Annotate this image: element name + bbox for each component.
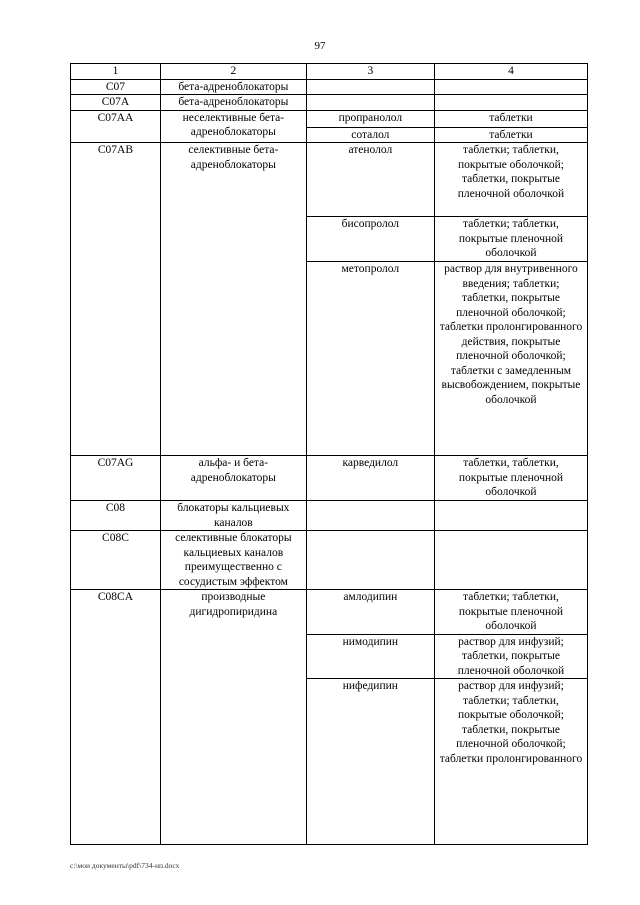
drug-name-cell: соталол — [306, 127, 434, 143]
table-row — [71, 143, 588, 217]
table-row — [71, 531, 588, 590]
page-number: 97 — [314, 40, 326, 52]
dosage-form-cell: таблетки; таблетки, покрытые оболочкой; таблетки, покрытые пленочной оболочкой — [434, 143, 587, 217]
group-name-cell: бета-адреноблокаторы — [160, 79, 306, 95]
drug-name-cell — [306, 531, 434, 590]
drug-name-cell: бисопролол — [306, 217, 434, 262]
table-row — [71, 501, 588, 531]
dosage-form-cell — [434, 501, 587, 531]
dosage-form-cell: таблетки; таблетки, покрытые пленочной оболочкой — [434, 217, 587, 262]
drug-name-cell — [306, 501, 434, 531]
table-row — [71, 79, 588, 95]
dosage-form-cell — [434, 79, 587, 95]
header-cell: 4 — [434, 64, 587, 80]
header-cell: 1 — [71, 64, 161, 80]
group-name-cell: селективные блокаторы кальциевых каналов преимущественно с сосудистым эффектом — [160, 531, 306, 590]
atc-code-cell: C07AA — [71, 110, 161, 143]
header-cell: 3 — [306, 64, 434, 80]
group-name-cell: неселективные бета-адреноблокаторы — [160, 110, 306, 143]
drug-name-cell — [306, 95, 434, 111]
group-name-cell: блокаторы кальциевых каналов — [160, 501, 306, 531]
drug-name-cell: нимодипин — [306, 634, 434, 679]
drug-name-cell: амлодипин — [306, 590, 434, 635]
group-name-cell: бета-адреноблокаторы — [160, 95, 306, 111]
atc-code-cell: C07AG — [71, 456, 161, 501]
drug-name-cell: карведилол — [306, 456, 434, 501]
table-row — [71, 95, 588, 111]
dosage-form-cell — [434, 531, 587, 590]
drug-table — [70, 63, 588, 845]
table-row — [71, 456, 588, 501]
dosage-form-cell: таблетки, таблетки, покрытые пленочной оболочкой — [434, 456, 587, 501]
group-name-cell: селективные бета-адреноблокаторы — [160, 143, 306, 456]
dosage-form-cell: раствор для инфузий; таблетки, покрытые пленочной оболочкой — [434, 634, 587, 679]
group-name-cell: альфа- и бета-адреноблокаторы — [160, 456, 306, 501]
dosage-form-cell: раствор для инфузий; таблетки; таблетки, покрытые оболочкой; таблетки, покрытые пленочной оболочкой; таблетки пролонгированного — [434, 679, 587, 845]
file-path-footer: c:\мои документы\pdf\734-нп.docx — [70, 861, 180, 870]
drug-name-cell: нифедипин — [306, 679, 434, 845]
atc-code-cell: C07A — [71, 95, 161, 111]
atc-code-cell: C08C — [71, 531, 161, 590]
atc-code-cell: C08 — [71, 501, 161, 531]
drug-name-cell — [306, 79, 434, 95]
dosage-form-cell: таблетки; таблетки, покрытые пленочной оболочкой — [434, 590, 587, 635]
table-row — [71, 110, 588, 127]
drug-name-cell: атенолол — [306, 143, 434, 217]
dosage-form-cell: таблетки — [434, 127, 587, 143]
dosage-form-cell — [434, 95, 587, 111]
atc-code-cell: C08CA — [71, 590, 161, 845]
table-header-row — [71, 64, 588, 80]
header-cell: 2 — [160, 64, 306, 80]
table-row — [71, 590, 588, 635]
dosage-form-cell: таблетки — [434, 110, 587, 127]
dosage-form-cell: раствор для внутривенного введения; таблетки; таблетки, покрытые пленочной оболочкой; таблетки пролонгированного действия, покрытые пленочной оболочкой; таблетки с замедленным высвобождением, покрытые оболочкой — [434, 262, 587, 456]
group-name-cell: производные дигидропиридина — [160, 590, 306, 845]
drug-name-cell: метопролол — [306, 262, 434, 456]
atc-code-cell: C07AB — [71, 143, 161, 456]
atc-code-cell: C07 — [71, 79, 161, 95]
drug-name-cell: пропранолол — [306, 110, 434, 127]
